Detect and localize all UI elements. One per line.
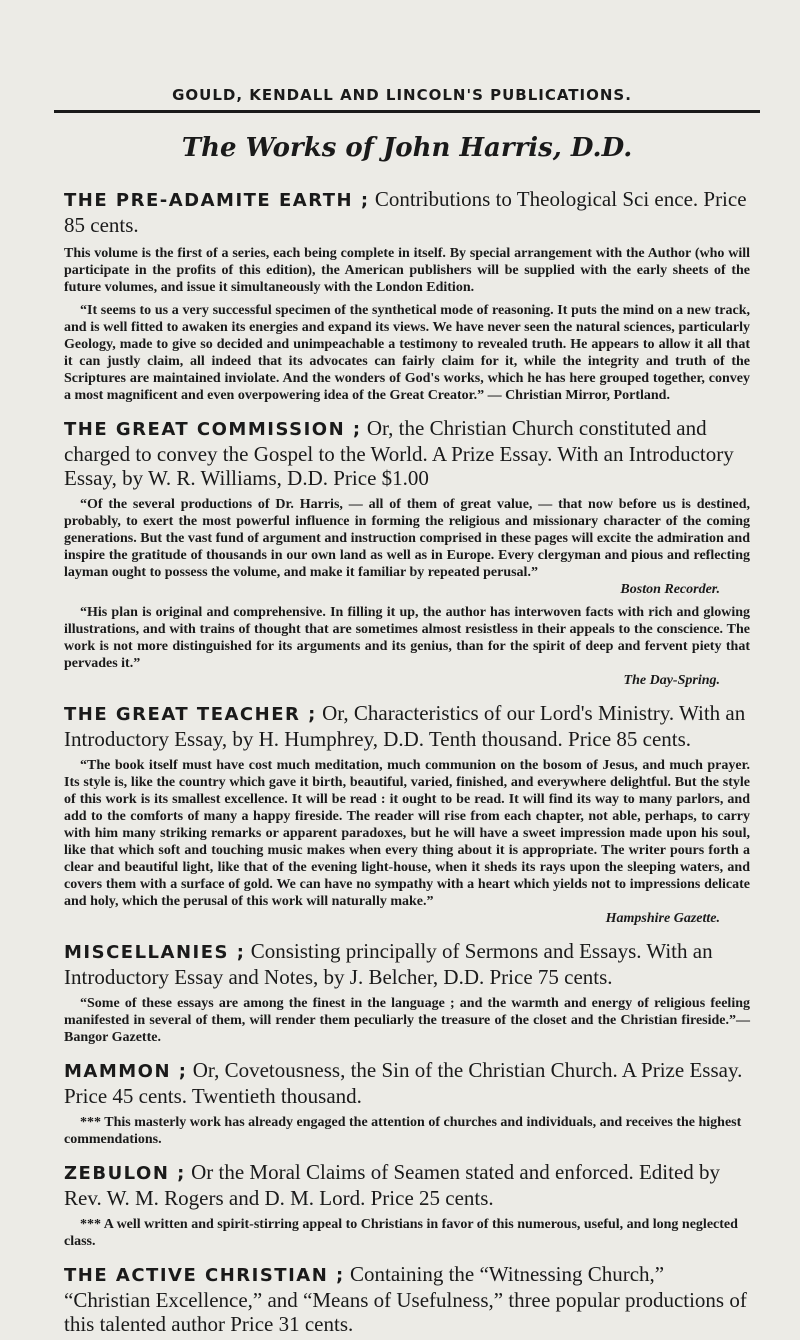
- review-source: The Day-Spring.: [623, 673, 720, 688]
- book-heading: [64, 1058, 750, 1108]
- review-quote: “It seems to us a very successful specimen of the synthetical mode of reasoning. It puts the mind on a new track, and is well fitted to awaken its energies and expand its views. We have never seen the natural sciences, particularly Geology, made to give so decided and unimpeachable a testimony to revealed truth. He appears to allow it all that it can justly claim, all indeed that its advocates can fairly claim for it, while the integrity and truth of the Scriptures are maintained inviolate. And the wonders of God's works, which he has here grouped together, convey a most magnificent and even overpowering idea of the Great Creator.” — Christian Mirror, Portland.: [64, 303, 750, 403]
- book-details: Containing the “Witnessing Church,” “Christian Excellence,” and “Means of Usefulness,” three popular productions of this talented author Price 31 cents.: [64, 1262, 747, 1336]
- book-entry: [64, 1160, 750, 1250]
- series-title: The Works of John Harris, D.D.: [181, 133, 633, 163]
- book-heading: [64, 1160, 750, 1210]
- book-title: THE GREAT TEACHER ;: [64, 704, 317, 725]
- book-details: Contributions to Theological Sci ence. Price 85 cents.: [64, 187, 747, 237]
- book-title: THE ACTIVE CHRISTIAN ;: [64, 1265, 345, 1286]
- book-title: THE GREAT COMMISSION ;: [64, 419, 362, 440]
- review-quote: *** A well written and spirit-stirring appeal to Christians in favor of this numerous, useful, and long neglected class.: [64, 1217, 738, 1249]
- book-title: MAMMON ;: [64, 1061, 188, 1082]
- book-description: This volume is the first of a series, each being complete in itself. By special arrangement with the Author (who will participate in the profits of this edition), the American publishers will be supplied with the early sheets of the future volumes, and issue it simultaneously with the London Edition.: [64, 246, 750, 295]
- book-details: Or, Characteristics of our Lord's Ministry. With an Introductory Essay, by H. Humphrey, D.D. Tenth thousand. Price 85 cents.: [64, 701, 746, 751]
- book-heading: [64, 1262, 750, 1336]
- book-entry: [64, 701, 750, 927]
- review-quote: *** This masterly work has already engaged the attention of churches and individuals, and receives the highest commendations.: [64, 1115, 742, 1147]
- review-quote: “His plan is original and comprehensive. In filling it up, the author has interwoven facts with rich and glowing illustrations, and with trains of thought that are sometimes almost resistless in their appeals to the conscience. The work is not more distinguished for its arguments and its genius, than for the spirit of deep and fervent piety that pervades it.”: [64, 605, 750, 671]
- book-title: ZEBULON ;: [64, 1163, 186, 1184]
- book-heading: [64, 701, 750, 751]
- book-details: Or the Moral Claims of Seamen stated and enforced. Edited by Rev. W. M. Rogers and D. M. Lord. Price 25 cents.: [64, 1160, 721, 1210]
- book-heading: [64, 416, 750, 490]
- book-details: Consisting principally of Sermons and Essays. With an Introductory Essay and Notes, by J. Belcher, D.D. Price 75 cents.: [64, 939, 713, 989]
- book-heading: [64, 939, 750, 989]
- book-entry: [64, 939, 750, 1046]
- book-details: Or, Covetousness, the Sin of the Christian Church. A Prize Essay. Price 45 cents. Twentieth thousand.: [64, 1058, 743, 1108]
- review-source: Boston Recorder.: [620, 582, 720, 597]
- book-entry: [64, 416, 750, 689]
- book-entry: [64, 187, 750, 404]
- book-entry: [64, 1262, 750, 1336]
- review-quote: “Of the several productions of Dr. Harris, — all of them of great value, — that now before us is destined, probably, to exert the most powerful influence in forming the religious and missionary character of the coming generations. But the vast fund of argument and instruction comprised in these pages will excite the admiration and inspire the gratitude of thousands in our own land as well as in Europe. Every clergyman and pious and reflecting layman ought to possess the volume, and make it familiar by repeated perusal.”: [64, 497, 750, 580]
- book-title: MISCELLANIES ;: [64, 942, 246, 963]
- book-list: [64, 187, 750, 1336]
- review-quote: “Some of these essays are among the finest in the language ; and the warmth and energy of religious feeling manifested in several of them, will render them peculiarly the treasure of the closet and the Christian fireside.”—Bangor Gazette.: [64, 996, 750, 1045]
- header-rule: [54, 110, 760, 113]
- book-title: THE PRE-ADAMITE EARTH ;: [64, 190, 370, 211]
- book-details: Or, the Christian Church constituted and charged to convey the Gospel to the World. A Prize Essay. With an Introductory Essay, by W. R. Williams, D.D. Price $1.00: [64, 416, 734, 490]
- book-heading: [64, 187, 750, 237]
- review-source: Hampshire Gazette.: [605, 911, 720, 926]
- book-entry: [64, 1058, 750, 1148]
- review-quote: “The book itself must have cost much meditation, much communion on the bosom of Jesus, and much prayer. Its style is, like the country which gave it birth, beautiful, varied, finished, and everywhere delightful. But the style of this work is its smallest excellence. It will be read : it ought to be read. It will find its way to many parlors, and add to the comforts of many a happy fireside. The reader will rise from each chapter, not able, perhaps, to carry with him many striking remarks or apparent paradoxes, but he will have a sweet impression made upon his soul, like that which soft and touching music makes when every thing about it is appropriate. The writer pours forth a clear and beautiful light, like that of the evening light-house, when it sheds its rays upon the sleeping waters, and covers them with a surface of gold. We can have no sympathy with a heart which yields not to impressions delicate and holy, which the perusal of this work will naturally make.”: [64, 758, 750, 909]
- publisher-header: GOULD, KENDALL AND LINCOLN'S PUBLICATIONS.: [172, 86, 632, 104]
